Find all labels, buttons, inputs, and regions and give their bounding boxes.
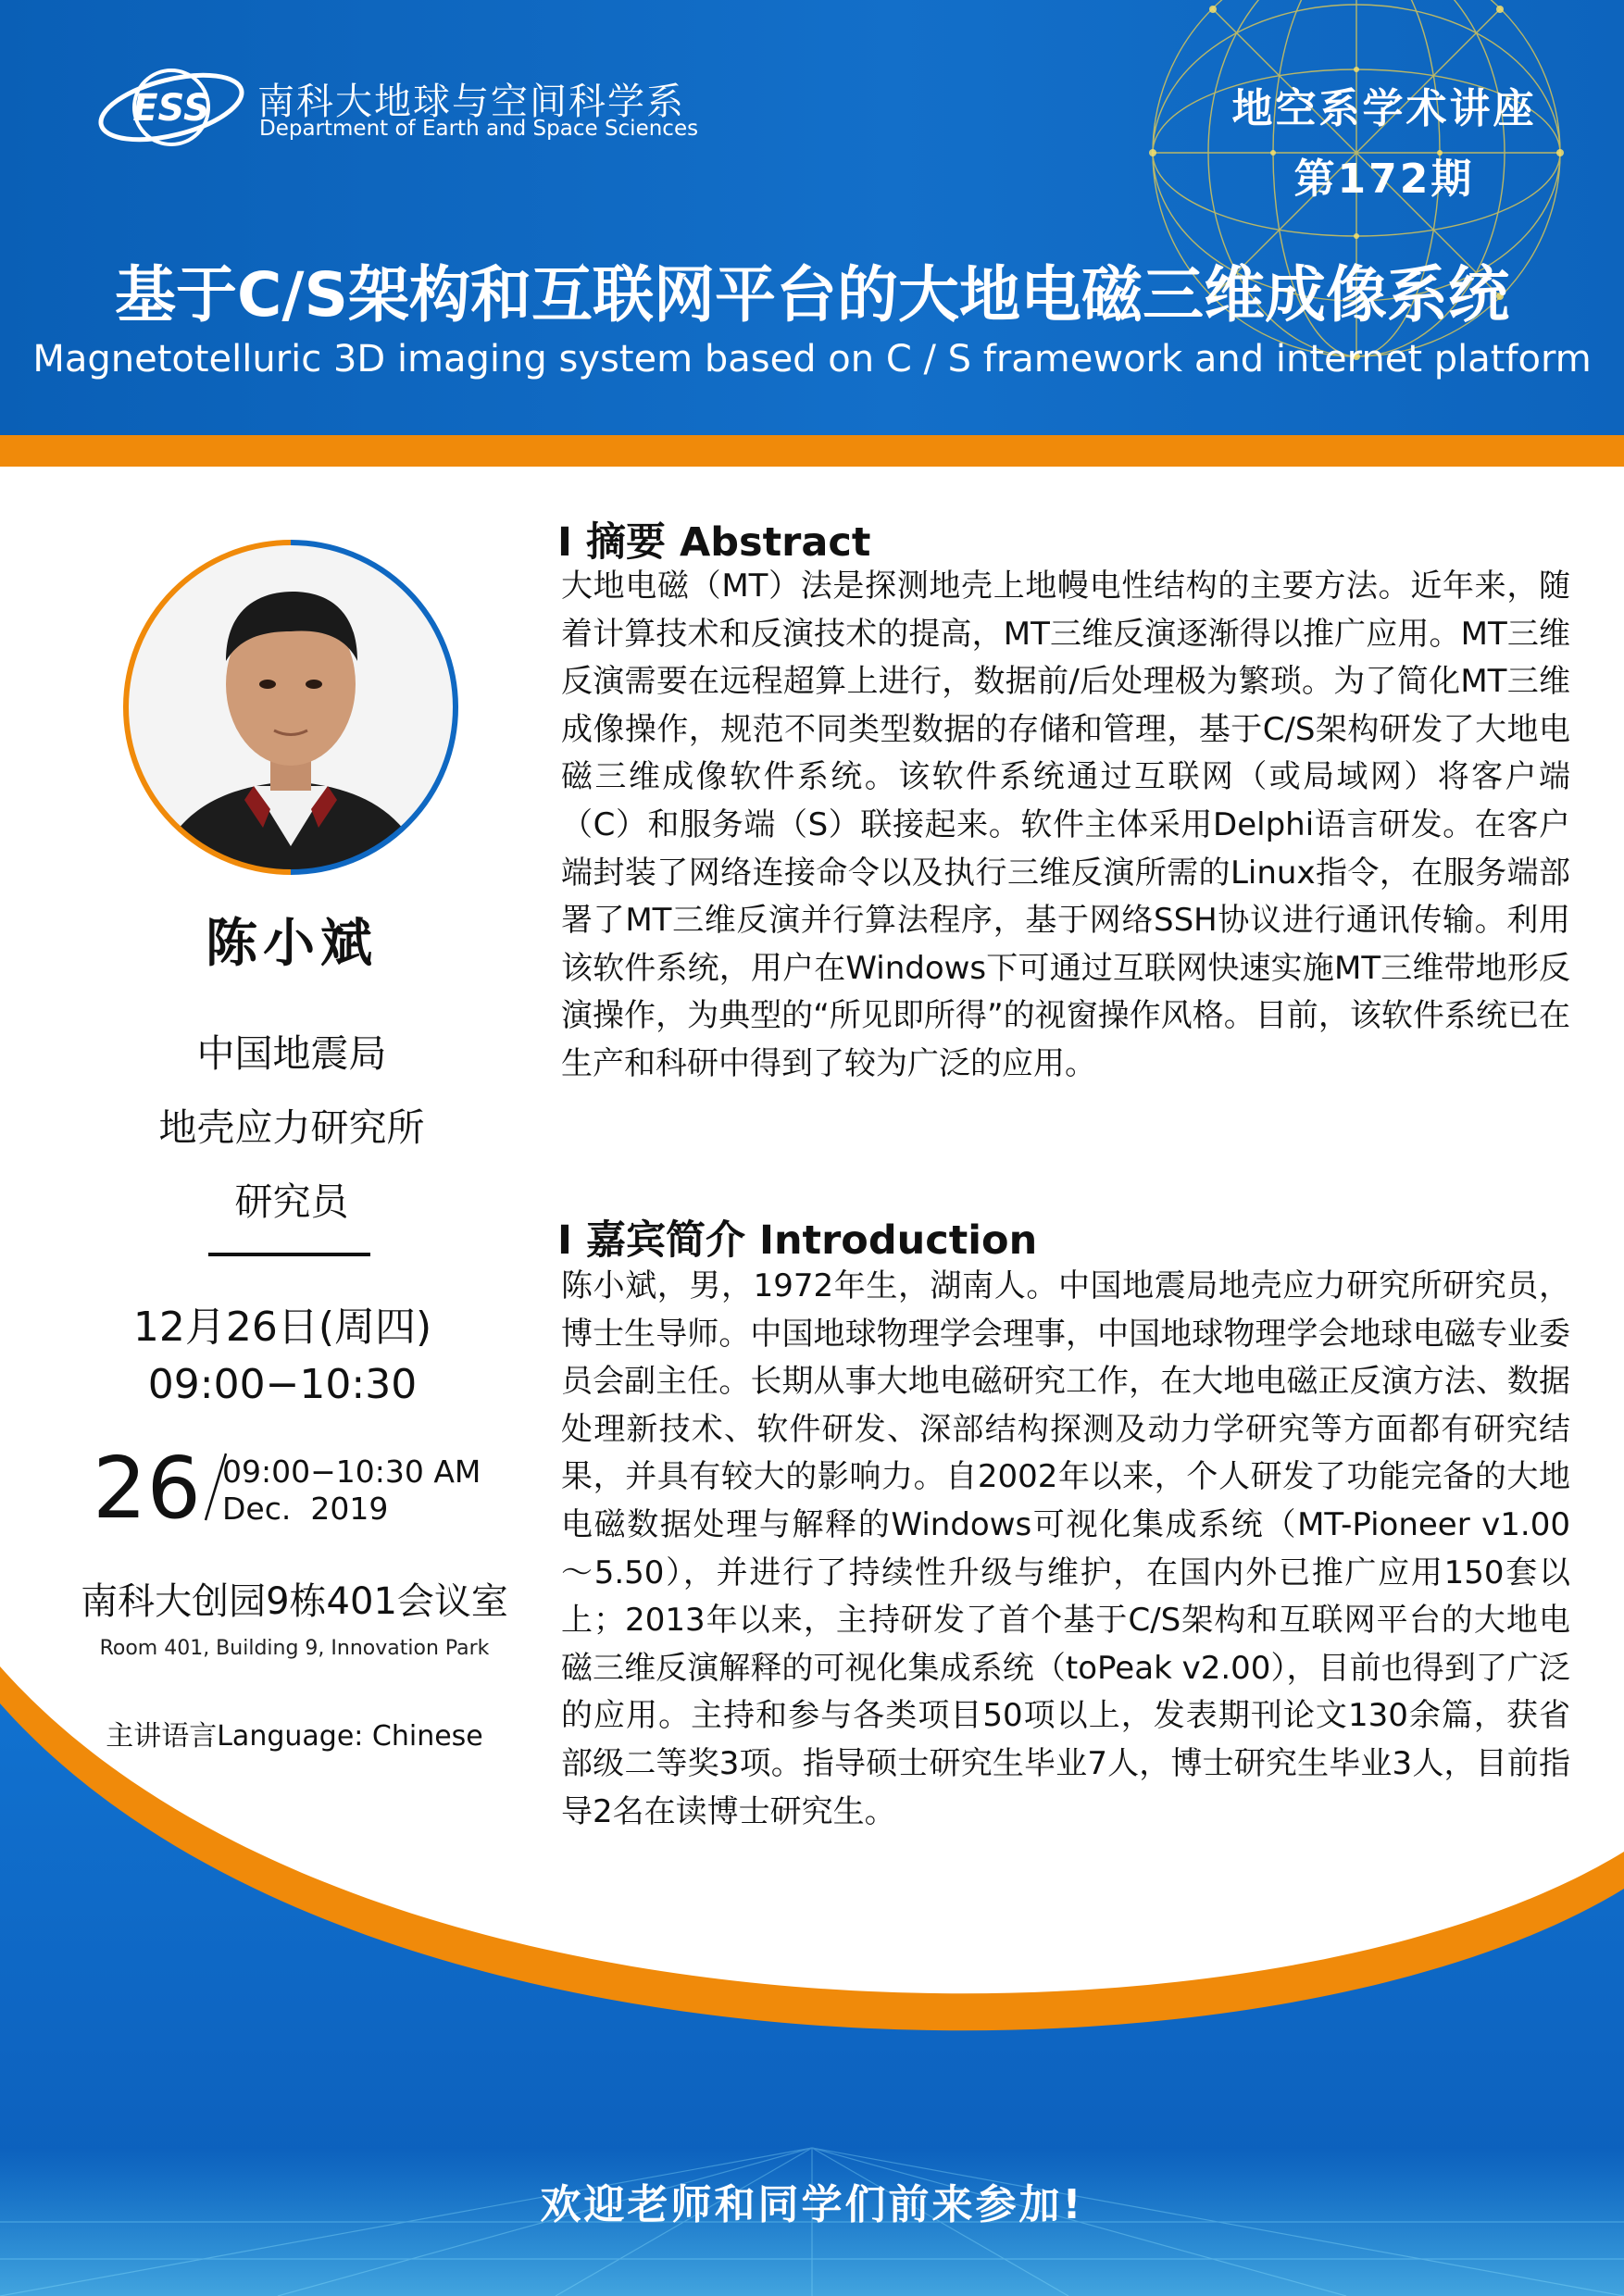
affiliation-org: 中国地震局	[196, 1031, 387, 1076]
date-cn: 12月26日(周四)	[132, 1304, 432, 1351]
welcome-message: 欢迎老师和同学们前来参加!	[540, 2181, 1084, 2228]
abstract-text: 大地电磁（MT）法是探测地壳上地幔电性结构的主要方法。近年来，随着计算技术和反演技术的提高，MT三维反演逐渐得以推广应用。MT三维反演需要在远程超算上进行，数据前/后处理极为繁琐。为了简化MT三维成像操作，规范不同类型数据的存储和管理，基于C/S架构研发了大地电磁三维成像软件系统。该软件系统通过互联网（或局域网）将客户端（C）和服务端（S）联接起来。软件主体采用Delphi语言研发。在客户端封装了网络连接命令以及执行三维反演所需的Linux指令，在服务端部署了MT三维反演并行算法程序，基于网络SSH协议进行通讯传输。利用该软件系统，用户在Windows下可通过互联网快速实施MT三维带地形反演操作，为典型的“所见即所得”的视窗操作风格。目前，该软件系统已在生产和科研中得到了较为广泛的应用。	[561, 568, 1570, 1082]
speaker-affiliation	[102, 1017, 481, 1239]
department-logo	[93, 57, 245, 157]
speaker-divider	[208, 1253, 370, 1256]
time-en: 09:00−10:30 AM	[222, 1454, 481, 1490]
department-name-cn: 南科大地球与空间科学系	[257, 81, 685, 123]
lecture-series	[1194, 74, 1574, 215]
department-name-en: Department of Earth and Space Sciences	[259, 117, 699, 141]
lecture-title-cn: 基于C/S架构和互联网平台的大地电磁三维成像系统	[114, 259, 1510, 331]
affiliation-institute: 地壳应力研究所	[158, 1105, 425, 1150]
abstract-heading: I 摘要 Abstract	[557, 519, 871, 566]
venue-en: Room 401, Building 9, Innovation Park	[99, 1637, 490, 1660]
orange-divider-band	[0, 435, 1624, 467]
series-issue: 第172期	[1293, 156, 1475, 203]
speaker-photo	[115, 531, 467, 883]
lecture-title-en: Magnetotelluric 3D imaging system based on C / S framework and internet platform	[32, 338, 1592, 381]
speaker-position: 研究员	[234, 1179, 349, 1224]
date-day-number: 26	[93, 1439, 202, 1538]
date-time-cn	[93, 1299, 472, 1414]
svg-text:ESS: ESS	[132, 87, 210, 130]
series-name: 地空系学术讲座	[1231, 85, 1537, 132]
time-cn: 09:00−10:30	[147, 1361, 418, 1408]
month-year: Dec. 2019	[222, 1491, 389, 1527]
venue-cn: 南科大创园9栋401会议室	[81, 1580, 508, 1623]
speaker-name: 陈小斌	[206, 914, 378, 974]
introduction-text: 陈小斌，男，1972年生，湖南人。中国地震局地壳应力研究所研究员，博士生导师。中国地球物理学会理事，中国地球物理学会地球电磁专业委员会副主任。长期从事大地电磁研究工作，在大地电磁正反演方法、数据处理新技术、软件研发、深部结构探测及动力学研究等方面都有研究结果，并具有较大的影响力。自2002年以来，个人研发了功能完备的大地电磁数据处理与解释的Windows可视化集成系统（MT-Pioneer v1.00～5.50），并进行了持续性升级与维护，在国内外已推广应用150套以上；2013年以来，主持研发了首个基于C/S架构和互联网平台的大地电磁三维反演解释的可视化集成系统（toPeak v2.00），目前也得到了广泛的应用。主持和参与各类项目50项以上，发表期刊论文130余篇，获省部级二等奖3项。指导硕士研究生毕业7人，博士研究生毕业3人，目前指导2名在读博士研究生。	[561, 1267, 1570, 1830]
lecture-language: 主讲语言Language: Chinese	[106, 1720, 483, 1753]
introduction-heading: I 嘉宾简介 Introduction	[557, 1217, 1038, 1264]
header-banner	[0, 0, 1624, 435]
date-time-en	[222, 1454, 481, 1528]
